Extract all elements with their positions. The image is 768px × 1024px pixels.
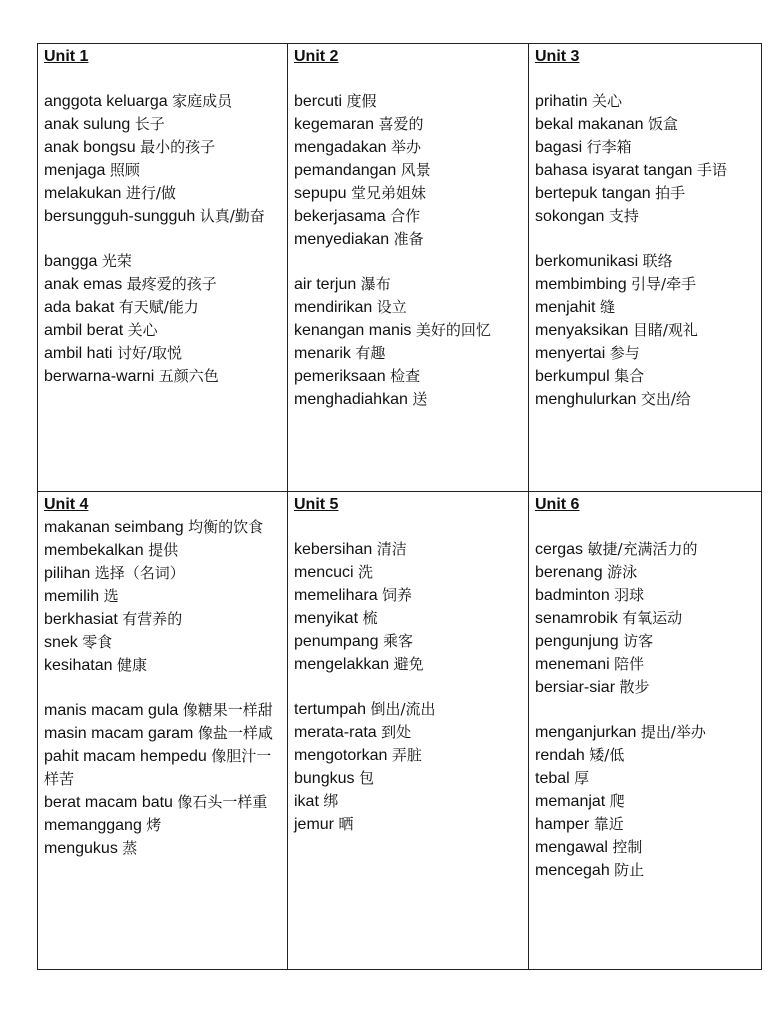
- malay-word: anak bongsu: [44, 139, 136, 156]
- vocab-entry: [44, 585, 281, 608]
- malay-word: kesihatan: [44, 657, 113, 674]
- vocab-entry: [294, 790, 522, 813]
- vocab-entry: [535, 607, 755, 630]
- vocab-entry: [294, 319, 522, 342]
- vocab-entry: [44, 182, 281, 205]
- vocab-entry: [44, 273, 281, 296]
- malay-word: menyertai: [535, 345, 606, 362]
- vocab-entry: [44, 562, 281, 585]
- malay-word: menemani: [535, 656, 610, 673]
- vocab-entry: [535, 836, 755, 859]
- malay-word: sepupu: [294, 185, 347, 202]
- chinese-translation: 提供: [148, 541, 179, 559]
- chinese-translation: 游泳: [607, 563, 638, 581]
- vocab-entry: [535, 388, 755, 411]
- chinese-translation: 弄脏: [391, 746, 422, 764]
- chinese-translation: 有营养的: [122, 610, 183, 628]
- vocab-entry: [294, 342, 522, 365]
- malay-word: memanggang: [44, 817, 142, 834]
- vocab-entry: [535, 205, 755, 228]
- chinese-translation: 拍手: [655, 184, 686, 202]
- unit-cell: [288, 44, 529, 492]
- malay-word: berat macam batu: [44, 794, 173, 811]
- vocab-entry: [44, 342, 281, 365]
- chinese-translation: 认真/勤奋: [199, 207, 265, 225]
- malay-word: bangga: [44, 253, 98, 270]
- vocab-entry: [44, 159, 281, 182]
- vocab-entry: [44, 136, 281, 159]
- chinese-translation: 到处: [381, 723, 412, 741]
- vocab-entry: [294, 584, 522, 607]
- malay-word: mengadakan: [294, 139, 387, 156]
- unit-title: Unit 5: [294, 496, 339, 513]
- malay-word: menjaga: [44, 162, 106, 179]
- malay-word: prihatin: [535, 93, 588, 110]
- malay-word: ambil hati: [44, 345, 113, 362]
- vocab-entry: [294, 607, 522, 630]
- malay-word: menjahit: [535, 299, 596, 316]
- unit-title: Unit 3: [535, 48, 580, 65]
- spacer: [294, 516, 522, 538]
- malay-word: bahasa isyarat tangan: [535, 162, 693, 179]
- malay-word: sokongan: [535, 208, 605, 225]
- chinese-translation: 讨好/取悦: [116, 344, 182, 362]
- chinese-translation: 合作: [390, 207, 421, 225]
- vocab-entry: [535, 790, 755, 813]
- malay-word: memanjat: [535, 793, 606, 810]
- chinese-translation: 有氧运动: [622, 609, 683, 627]
- malay-word: pemandangan: [294, 162, 397, 179]
- malay-word: masin macam garam: [44, 725, 194, 742]
- chinese-translation: 厚: [574, 769, 590, 787]
- malay-word: bekal makanan: [535, 116, 644, 133]
- malay-word: mengelakkan: [294, 656, 390, 673]
- vocab-entry: [535, 136, 755, 159]
- malay-word: pahit macam hempedu: [44, 748, 207, 765]
- spacer: [535, 68, 755, 90]
- vocab-entry: [294, 182, 522, 205]
- chinese-translation: 零食: [82, 633, 113, 651]
- malay-word: bersiar-siar: [535, 679, 616, 696]
- vocab-entry: [44, 654, 281, 677]
- vocabulary-table: [37, 43, 762, 970]
- vocab-entry: [44, 539, 281, 562]
- malay-word: tebal: [535, 770, 570, 787]
- chinese-translation: 光荣: [101, 252, 132, 270]
- vocab-entry: [535, 273, 755, 296]
- malay-word: mengawal: [535, 839, 608, 856]
- malay-word: snek: [44, 634, 78, 651]
- chinese-translation: 晒: [338, 815, 354, 833]
- chinese-translation: 支持: [608, 207, 639, 225]
- chinese-translation: 家庭成员: [172, 92, 233, 110]
- chinese-translation: 陪伴: [614, 655, 645, 673]
- malay-word: cergas: [535, 541, 584, 558]
- chinese-translation: 手语: [696, 161, 727, 179]
- malay-word: pilihan: [44, 565, 91, 582]
- vocab-entry: [294, 813, 522, 836]
- malay-word: menyikat: [294, 610, 359, 627]
- vocab-entry: [294, 205, 522, 228]
- malay-word: bekerjasama: [294, 208, 386, 225]
- spacer: [44, 677, 281, 699]
- chinese-translation: 绑: [323, 792, 339, 810]
- malay-word: bertepuk tangan: [535, 185, 651, 202]
- vocab-entry: [294, 767, 522, 790]
- malay-word: berenang: [535, 564, 603, 581]
- malay-word: memilih: [44, 588, 100, 605]
- vocab-entry: [535, 859, 755, 882]
- chinese-translation: 进行/做: [125, 184, 176, 202]
- chinese-translation: 参与: [609, 344, 640, 362]
- malay-word: pengunjung: [535, 633, 619, 650]
- vocab-entry: [44, 837, 281, 860]
- malay-word: bersungguh-sungguh: [44, 208, 196, 225]
- table-row: [38, 492, 762, 970]
- malay-word: ada bakat: [44, 299, 115, 316]
- chinese-translation: 靠近: [593, 815, 624, 833]
- malay-word: berkumpul: [535, 368, 610, 385]
- malay-word: merata-rata: [294, 724, 377, 741]
- chinese-translation: 烤: [146, 816, 162, 834]
- malay-word: menyaksikan: [535, 322, 629, 339]
- spacer: [44, 68, 281, 90]
- malay-word: penumpang: [294, 633, 379, 650]
- malay-word: mencuci: [294, 564, 354, 581]
- vocab-entry: [294, 273, 522, 296]
- malay-word: berkhasiat: [44, 611, 118, 628]
- vocab-entry: [294, 296, 522, 319]
- vocab-entry: [535, 538, 755, 561]
- vocab-entry: [44, 722, 281, 745]
- chinese-translation: 像糖果一样甜: [182, 701, 273, 719]
- chinese-translation: 洗: [358, 563, 374, 581]
- malay-word: kenangan manis: [294, 322, 412, 339]
- spacer: [294, 251, 522, 273]
- malay-word: anak emas: [44, 276, 123, 293]
- vocab-entry: [294, 365, 522, 388]
- unit-title: Unit 1: [44, 48, 89, 65]
- chinese-translation: 五颜六色: [158, 367, 219, 385]
- chinese-translation: 羽球: [614, 586, 645, 604]
- chinese-translation: 长子: [134, 115, 165, 133]
- malay-word: menghulurkan: [535, 391, 637, 408]
- chinese-translation: 像盐一样咸: [197, 724, 273, 742]
- chinese-translation: 检查: [390, 367, 421, 385]
- vocab-entry: [535, 90, 755, 113]
- unit-cell: [38, 44, 288, 492]
- spacer: [535, 228, 755, 250]
- chinese-translation: 有趣: [355, 344, 386, 362]
- malay-word: anggota keluarga: [44, 93, 168, 110]
- chinese-translation: 最小的孩子: [140, 138, 216, 156]
- malay-word: menganjurkan: [535, 724, 637, 741]
- malay-word: menarik: [294, 345, 351, 362]
- vocab-entry: [535, 182, 755, 205]
- chinese-translation: 均衡的饮食: [188, 518, 264, 536]
- malay-word: ambil berat: [44, 322, 124, 339]
- unit-cell: [288, 492, 529, 970]
- vocab-entry: [44, 699, 281, 722]
- vocab-entry: [294, 721, 522, 744]
- malay-word: menghadiahkan: [294, 391, 408, 408]
- malay-word: kegemaran: [294, 116, 375, 133]
- vocab-entry: [535, 721, 755, 744]
- vocab-entry: [535, 319, 755, 342]
- malay-word: mengotorkan: [294, 747, 388, 764]
- chinese-translation: 避免: [393, 655, 424, 673]
- malay-word: anak sulung: [44, 116, 131, 133]
- vocab-entry: [535, 630, 755, 653]
- chinese-translation: 梳: [362, 609, 378, 627]
- vocab-entry: [44, 608, 281, 631]
- malay-word: berkomunikasi: [535, 253, 639, 270]
- chinese-translation: 照顾: [109, 161, 140, 179]
- spacer: [535, 516, 755, 538]
- chinese-translation: 喜爱的: [378, 115, 424, 133]
- vocab-entry: [294, 388, 522, 411]
- malay-word: kebersihan: [294, 541, 373, 558]
- vocab-entry: [294, 538, 522, 561]
- vocab-entry: [294, 228, 522, 251]
- vocab-entry: [44, 814, 281, 837]
- chinese-translation: 设立: [376, 298, 407, 316]
- malay-word: rendah: [535, 747, 585, 764]
- vocab-entry: [294, 653, 522, 676]
- chinese-translation: 目睹/观礼: [632, 321, 698, 339]
- malay-word: senamrobik: [535, 610, 618, 627]
- vocab-entry: [294, 113, 522, 136]
- unit-title: Unit 2: [294, 48, 339, 65]
- chinese-translation: 爬: [609, 792, 625, 810]
- vocab-entry: [535, 653, 755, 676]
- malay-word: menyediakan: [294, 231, 390, 248]
- vocab-entry: [294, 744, 522, 767]
- chinese-translation: 健康: [116, 656, 147, 674]
- malay-word: ikat: [294, 793, 319, 810]
- spacer: [535, 699, 755, 721]
- malay-word: bagasi: [535, 139, 583, 156]
- chinese-translation: 风景: [400, 161, 431, 179]
- unit-title: Unit 4: [44, 496, 89, 513]
- malay-word: membimbing: [535, 276, 627, 293]
- chinese-translation: 引导/牵手: [631, 275, 697, 293]
- malay-word: melakukan: [44, 185, 122, 202]
- vocab-entry: [535, 342, 755, 365]
- malay-word: bercuti: [294, 93, 343, 110]
- chinese-translation: 访客: [623, 632, 654, 650]
- malay-word: mendirikan: [294, 299, 373, 316]
- chinese-translation: 饭盒: [647, 115, 678, 133]
- spacer: [294, 676, 522, 698]
- chinese-translation: 关心: [127, 321, 158, 339]
- vocab-entry: [44, 319, 281, 342]
- vocab-entry: [294, 698, 522, 721]
- chinese-translation: 倒出/流出: [370, 700, 436, 718]
- chinese-translation: 像胆汁一样苦: [44, 747, 272, 788]
- chinese-translation: 包: [358, 769, 374, 787]
- chinese-translation: 联络: [642, 252, 673, 270]
- unit-title: Unit 6: [535, 496, 580, 513]
- chinese-translation: 准备: [393, 230, 424, 248]
- chinese-translation: 堂兄弟姐妹: [350, 184, 426, 202]
- vocab-entry: [44, 113, 281, 136]
- vocab-entry: [44, 631, 281, 654]
- vocab-entry: [535, 767, 755, 790]
- malay-word: pemeriksaan: [294, 368, 386, 385]
- malay-word: badminton: [535, 587, 610, 604]
- spacer: [294, 68, 522, 90]
- chinese-translation: 美好的回忆: [415, 321, 491, 339]
- vocab-entry: [294, 136, 522, 159]
- malay-word: makanan seimbang: [44, 519, 184, 536]
- vocab-entry: [44, 296, 281, 319]
- chinese-translation: 控制: [612, 838, 643, 856]
- chinese-translation: 举办: [390, 138, 421, 156]
- malay-word: hamper: [535, 816, 590, 833]
- chinese-translation: 饲养: [382, 586, 413, 604]
- chinese-translation: 行李箱: [586, 138, 632, 156]
- vocab-entry: [294, 561, 522, 584]
- chinese-translation: 瀑布: [360, 275, 391, 293]
- chinese-translation: 选: [103, 587, 119, 605]
- vocab-entry: [535, 250, 755, 273]
- chinese-translation: 关心: [591, 92, 622, 110]
- chinese-translation: 提出/举办: [640, 723, 706, 741]
- vocab-entry: [44, 745, 281, 791]
- chinese-translation: 矮/低: [589, 746, 625, 764]
- chinese-translation: 敏捷/充满活力的: [587, 540, 698, 558]
- vocab-entry: [535, 296, 755, 319]
- vocab-entry: [535, 584, 755, 607]
- spacer: [44, 228, 281, 250]
- chinese-translation: 有天赋/能力: [118, 298, 199, 316]
- malay-word: bungkus: [294, 770, 355, 787]
- chinese-translation: 清洁: [376, 540, 407, 558]
- malay-word: mencegah: [535, 862, 610, 879]
- chinese-translation: 度假: [346, 92, 377, 110]
- malay-word: memelihara: [294, 587, 378, 604]
- vocab-entry: [44, 516, 281, 539]
- vocab-entry: [535, 744, 755, 767]
- vocab-entry: [535, 813, 755, 836]
- malay-word: tertumpah: [294, 701, 367, 718]
- malay-word: membekalkan: [44, 542, 144, 559]
- chinese-translation: 蒸: [122, 839, 138, 857]
- vocab-entry: [535, 113, 755, 136]
- vocab-entry: [294, 630, 522, 653]
- vocab-entry: [535, 365, 755, 388]
- chinese-translation: 交出/给: [640, 390, 691, 408]
- unit-cell: [529, 44, 762, 492]
- malay-word: jemur: [294, 816, 335, 833]
- vocab-entry: [44, 791, 281, 814]
- chinese-translation: 缝: [599, 298, 615, 316]
- vocab-entry: [535, 159, 755, 182]
- chinese-translation: 最疼爱的孩子: [126, 275, 217, 293]
- malay-word: berwarna-warni: [44, 368, 155, 385]
- vocab-entry: [44, 365, 281, 388]
- vocab-entry: [294, 159, 522, 182]
- vocab-entry: [44, 205, 281, 228]
- malay-word: manis macam gula: [44, 702, 179, 719]
- vocab-entry: [294, 90, 522, 113]
- unit-cell: [529, 492, 762, 970]
- chinese-translation: 集合: [614, 367, 645, 385]
- malay-word: mengukus: [44, 840, 118, 857]
- vocab-entry: [44, 250, 281, 273]
- chinese-translation: 防止: [614, 861, 645, 879]
- vocab-entry: [44, 90, 281, 113]
- vocab-entry: [535, 676, 755, 699]
- table-row: [38, 44, 762, 492]
- malay-word: air terjun: [294, 276, 357, 293]
- chinese-translation: 散步: [619, 678, 650, 696]
- unit-cell: [38, 492, 288, 970]
- vocab-entry: [535, 561, 755, 584]
- chinese-translation: 选择（名词）: [94, 564, 185, 582]
- chinese-translation: 像石头一样重: [177, 793, 268, 811]
- chinese-translation: 乘客: [382, 632, 413, 650]
- chinese-translation: 送: [412, 390, 428, 408]
